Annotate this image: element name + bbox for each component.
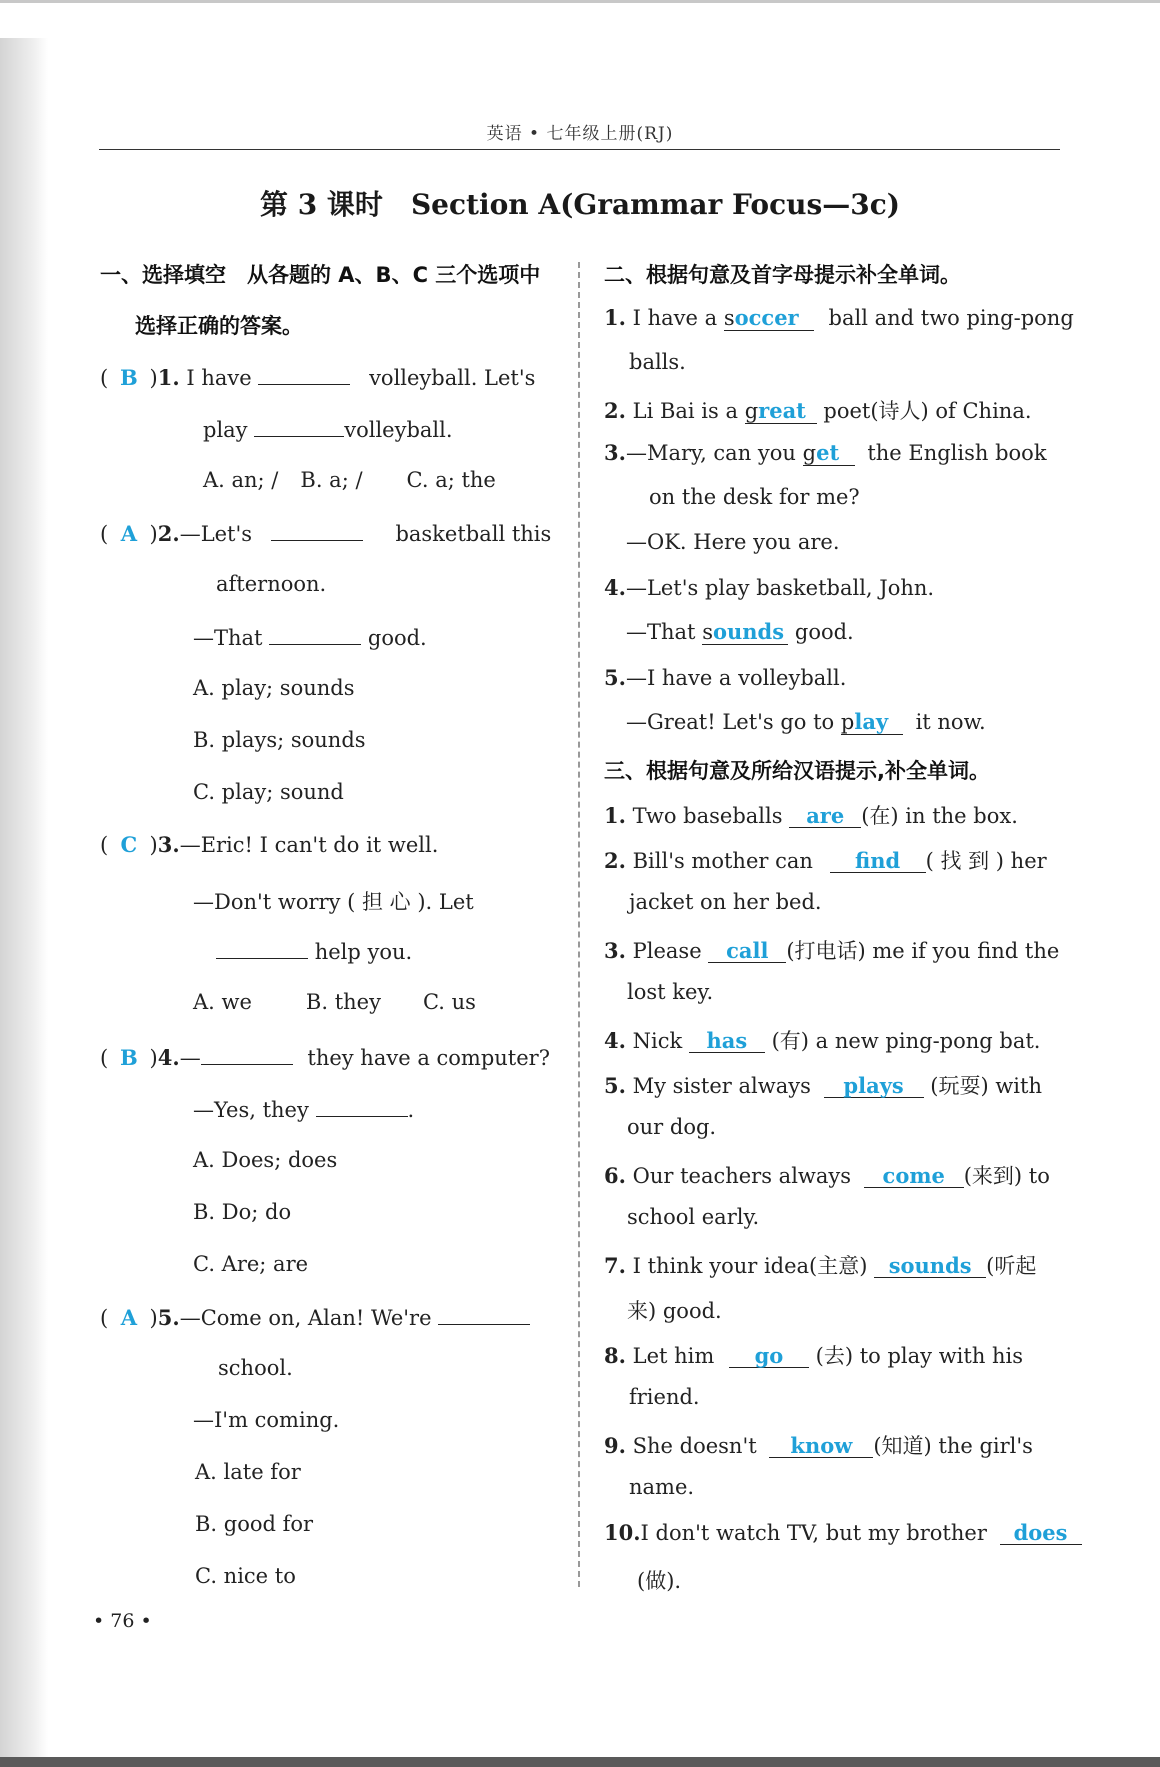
p3-q5-line2: our dog. — [627, 1115, 717, 1139]
answer-fill: are — [789, 804, 861, 828]
part3-heading: 三、根据句意及所给汉语提示,补全单词。 — [604, 759, 990, 783]
p3-question-9: 9. She doesn't know (知道) the girl's — [604, 1433, 1033, 1458]
q4-option-a: A. Does; does — [193, 1148, 338, 1172]
answer-fill: sounds — [702, 620, 788, 645]
q3-line3: help you. — [216, 938, 412, 964]
q2-option-a: A. play; sounds — [193, 676, 355, 700]
p2-q3-line2: on the desk for me? — [649, 485, 860, 509]
answer-5: A — [120, 1305, 138, 1330]
q5-option-b: B. good for — [195, 1512, 314, 1536]
p2-q4-line2: —That sounds good. — [626, 619, 854, 644]
p3-q10-line2: (做). — [637, 1569, 682, 1593]
part2-heading: 二、根据句意及首字母提示补全单词。 — [604, 263, 961, 287]
section-label: Section A(Grammar Focus—3c) — [410, 188, 901, 221]
q1-line2: play volleyball. — [203, 418, 453, 442]
blank — [201, 1044, 293, 1065]
q3-line2: —Don't worry ( 担 心 ). Let — [193, 890, 474, 914]
q2-line3: —That good. — [193, 626, 427, 650]
page-number: • 76 • — [93, 1610, 152, 1632]
answer-fill: get — [803, 441, 855, 466]
answer-fill: plays — [824, 1074, 924, 1098]
p3-q7-line2: 来) good. — [627, 1299, 722, 1323]
q5-option-a: A. late for — [195, 1460, 301, 1484]
blank — [438, 1304, 530, 1325]
question-4: ( B )4.— they have a computer? — [100, 1045, 550, 1070]
p3-q9-line2: name. — [629, 1475, 695, 1499]
p3-question-3: 3. Please call (打电话) me if you find the — [604, 938, 1060, 963]
q2-option-b: B. plays; sounds — [193, 728, 366, 752]
header-rule — [99, 149, 1060, 150]
q2-option-c: C. play; sound — [193, 780, 344, 804]
p2-question-3: 3.—Mary, can you get the English book — [604, 440, 1047, 465]
p3-question-8: 8. Let him go (去) to play with his — [604, 1343, 1024, 1368]
running-header: 英语 • 七年级上册(RJ) — [486, 124, 674, 144]
answer-fill: soccer — [724, 306, 814, 331]
p3-question-5: 5. My sister always plays (玩耍) with — [604, 1073, 1042, 1098]
p3-q3-line2: lost key. — [627, 980, 714, 1004]
q5-line2: school. — [218, 1356, 293, 1380]
question-2: ( A )2.—Let's basketball this — [100, 521, 552, 546]
p3-question-1: 1. Two baseballs are (在) in the box. — [604, 803, 1018, 828]
part1-heading-line1: 一、选择填空 从各题的 A、B、C 三个选项中 — [100, 263, 541, 287]
q2-line2: afternoon. — [216, 572, 327, 596]
p3-q2-line2: jacket on her bed. — [629, 890, 822, 914]
q1-options: A. an; / B. a; / C. a; the — [203, 468, 496, 492]
answer-fill: know — [769, 1434, 873, 1458]
bottom-edge — [0, 1757, 1160, 1767]
p3-question-6: 6. Our teachers always come (来到) to — [604, 1163, 1050, 1188]
page-binding-shadow — [0, 38, 48, 1758]
q4-option-b: B. Do; do — [193, 1200, 292, 1224]
blank — [271, 520, 363, 541]
blank — [254, 416, 344, 437]
p2-q3-line3: —OK. Here you are. — [626, 530, 840, 554]
blank — [316, 1096, 408, 1117]
p3-q8-line2: friend. — [629, 1385, 700, 1409]
answer-fill: great — [745, 399, 817, 424]
answer-3: C — [120, 832, 138, 857]
answer-fill: come — [864, 1164, 964, 1188]
p2-question-4: 4.—Let's play basketball, John. — [604, 575, 935, 600]
answer-fill: go — [729, 1344, 809, 1368]
q4-line2: —Yes, they . — [193, 1098, 415, 1122]
q5-option-c: C. nice to — [195, 1564, 296, 1588]
answer-4: B — [120, 1045, 138, 1070]
answer-fill: sounds — [874, 1254, 986, 1278]
page-title — [0, 183, 1160, 223]
answer-2: A — [120, 521, 138, 546]
p3-question-7: 7. I think your idea(主意) sounds (听起 — [604, 1253, 1037, 1278]
blank — [216, 938, 308, 959]
question-5: ( A )5.—Come on, Alan! We're — [100, 1304, 530, 1330]
top-edge — [0, 0, 1160, 3]
q3-options: A. we B. they C. us — [193, 990, 476, 1014]
q4-option-c: C. Are; are — [193, 1252, 309, 1276]
answer-fill: has — [689, 1029, 765, 1053]
answer-fill: find — [830, 849, 926, 873]
answer-1: B — [120, 365, 138, 390]
question-3: ( C )3.—Eric! I can't do it well. — [100, 832, 439, 857]
column-divider — [578, 262, 580, 1587]
lesson-label: 第 3 课时 — [259, 188, 383, 221]
q5-line3: —I'm coming. — [193, 1408, 340, 1432]
p3-question-10: 10.I don't watch TV, but my brother does — [604, 1520, 1082, 1545]
p2-q1-line2: balls. — [629, 350, 686, 374]
answer-fill: call — [708, 939, 786, 963]
blank — [269, 624, 361, 645]
p2-question-1: 1. I have a soccer ball and two ping-pong — [604, 305, 1074, 330]
p2-question-5: 5.—I have a volleyball. — [604, 665, 847, 690]
p3-q6-line2: school early. — [627, 1205, 760, 1229]
question-1: ( B )1. I have volleyball. Let's — [100, 365, 536, 390]
p2-q5-line2: —Great! Let's go to play it now. — [626, 709, 986, 734]
blank — [258, 364, 350, 385]
part1-heading-line2: 选择正确的答案。 — [135, 314, 303, 338]
answer-fill: does — [1000, 1521, 1082, 1545]
p3-question-2: 2. Bill's mother can find ( 找 到 ) her — [604, 848, 1047, 873]
p3-question-4: 4. Nick has (有) a new ping-pong bat. — [604, 1028, 1041, 1053]
answer-fill: play — [841, 710, 903, 735]
p2-question-2: 2. Li Bai is a great poet(诗人) of China. — [604, 398, 1032, 423]
